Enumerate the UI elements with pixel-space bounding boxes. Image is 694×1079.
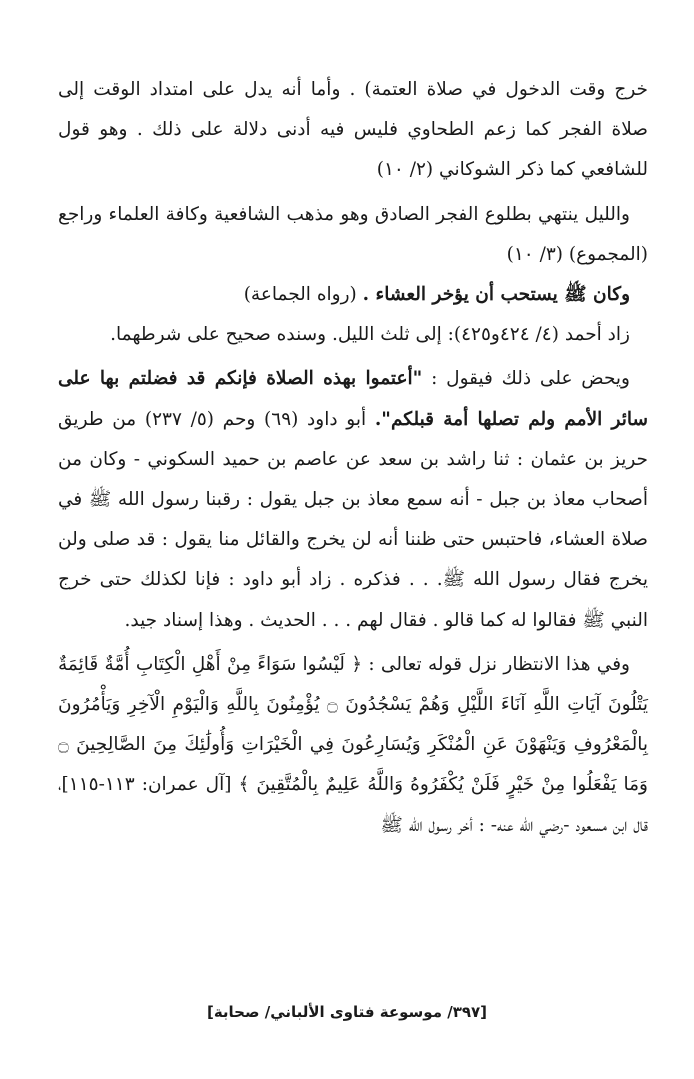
paragraph-1 xyxy=(58,70,648,191)
paragraph-4 xyxy=(58,315,648,355)
page-footer: [٣٩٧/ موسوعة فتاوى الألباني/ صحابة] xyxy=(206,1003,488,1021)
main-text xyxy=(58,70,648,846)
paragraph-5-rest: أبو داود (٦٩) وحم (٥/ ٢٣٧) من طريق حريز بن عثمان : ثنا راشد بن سعد عن عاصم بن حميد السكوني - وكان من أصحاب معاذ بن جبل - أنه سمع معاذ بن جبل يقول : رقبنا رسول الله ﷺ في صلاة العشاء، فاحتبس حتى ظننا أنه لن يخرج والقائل منا يقول : قد صلى ولن يخرج فقال رسول الله ﷺ. . . فذكره . زاد أبو داود : فإنا لكذلك حتى خرج النبي ﷺ فقالوا له كما قالو . فقال لهم . . . الحديث . وهذا إسناد جيد. xyxy=(58,408,648,631)
hadith-source: (رواه الجماعة) xyxy=(243,284,357,306)
hadith-quote: "أعتموا بهذه الصلاة فإنكم قد فضلتم بها على سائر الأمم ولم تصلها أمة قبلكم". xyxy=(58,368,648,430)
paragraph-2 xyxy=(58,195,648,275)
paragraph-1-text: خرج وقت الدخول في صلاة العتمة) . وأما أنه يدل على امتداد الوقت إلى صلاة الفجر كما زعم الطحاوي فليس فيه أدنى دلالة على ذلك . وهو قول للشافعي كما ذكر الشوكاني (٢/ ١٠) xyxy=(58,79,648,181)
paragraph-6-lead: وفي هذا الانتظار نزل قوله تعالى : xyxy=(368,653,630,675)
paragraph-5-lead: ويحض على ذلك فيقول : xyxy=(431,368,630,390)
paragraph-2-text: والليل ينتهي بطلوع الفجر الصادق وهو مذهب الشافعية وكافة العلماء وراجع (المجموع) (٣/ ١٠) xyxy=(58,203,648,265)
paragraph-4-text: زاد أحمد (٤/ ٤٢٤و٤٢٥): إلى ثلث الليل. وسنده صحيح على شرطهما. xyxy=(110,324,630,346)
quran-verse: ﴿ لَيْسُوا سَوَاءً مِنْ أَهْلِ الْكِتَابِ أُمَّةٌ قَائِمَةٌ يَتْلُونَ آيَاتِ اللَّهِ آنَاءَ اللَّيْلِ وَهُمْ يَسْجُدُونَ ۝ يُؤْمِنُونَ بِاللَّهِ وَالْيَوْمِ الْآخِرِ وَيَأْمُرُونَ بِالْمَعْرُوفِ وَيَنْهَوْنَ عَنِ الْمُنْكَرِ وَيُسَارِعُونَ فِي الْخَيْرَاتِ وَأُولَٰئِكَ مِنَ الصَّالِحِينَ ۝ وَمَا يَفْعَلُوا مِنْ خَيْرٍ فَلَنْ يُكْفَرُوهُ وَاللَّهُ عَلِيمٌ بِالْمُتَّقِينَ ﴾ xyxy=(58,653,648,796)
verse-citation: [آل عمران: ١١٣-١١٥]، قال ابن مسعود -رضي الله عنه- : أخر رسول الله ﷺ xyxy=(58,774,648,836)
hadith-text: وكان ﷺ يستحب أن يؤخر العشاء . xyxy=(362,284,630,306)
paragraph-3 xyxy=(58,275,648,315)
paragraph-5 xyxy=(58,359,648,640)
paragraph-6 xyxy=(58,645,648,846)
